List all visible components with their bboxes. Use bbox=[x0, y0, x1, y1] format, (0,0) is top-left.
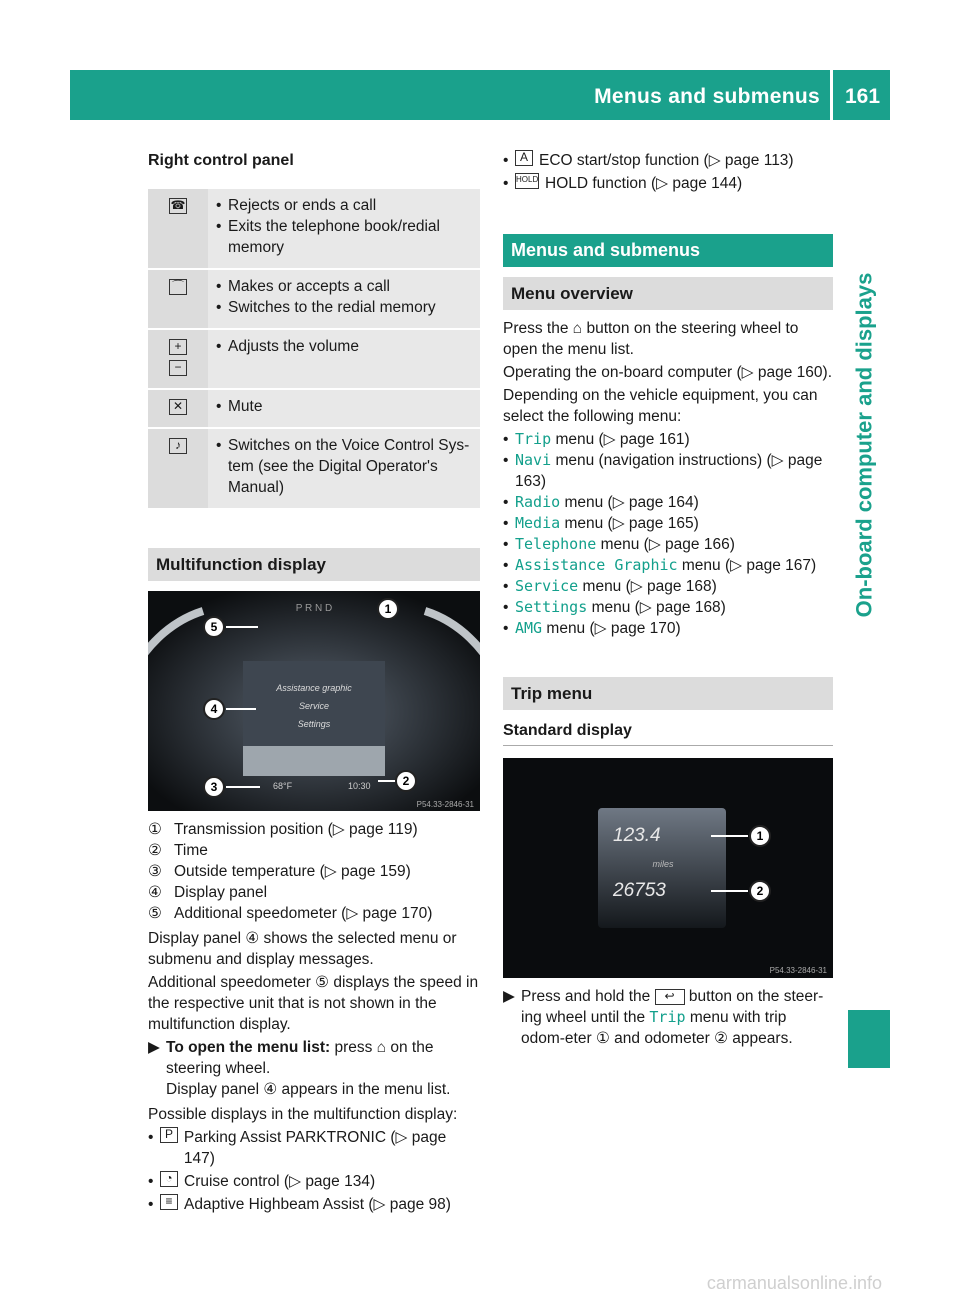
accept-call-icon: ⌒ bbox=[148, 270, 208, 328]
left-column: Right control panel ☎ • Rejects or ends a call • Exits the telephone book/redial memory ⌒ • Makes or accepts a call • Switches to the redial memory + − • Adjusts the volume ✕ • Mute ♪ • Switches on the Voice Control Sys-tem (see the Digital Operator's Manual) Multifunction display Assistance graphic Service Settings P R N D 68°F 10:30 P54.33-2846-31 1 2 3 4 5 ① Transmission position (▷ page 119) ② Time ③ Outside temperature (▷ page 159) ④ Display panel ⑤ Additional speedometer (▷ page 170) Display panel ④ shows the selected menu or submenu and display messages. Additional speedometer ⑤ displays the speed in the respective unit that is not shown in the multifunction display. ▶ To open the menu list: press ⌂ on the steering wheel. Display panel ④ appears in the menu list. Possible displays in the multifunction display: • P Parking Assist PARKTRONIC (▷ page 147) • ◔ Cruise control (▷ page 134) • ≡ Adaptive Highbeam Assist (▷ page 98) bbox=[148, 150, 480, 1215]
table-row: ♪ • Switches on the Voice Control Sys-tem (see the Digital Operator's Manual) bbox=[148, 429, 480, 508]
trip-odometer-value: 123.4 bbox=[613, 825, 661, 846]
legend-number: ④ bbox=[148, 884, 162, 901]
menu-assistance: Assistance graphic bbox=[276, 683, 352, 693]
list-item: • Assistance Graphic menu (▷ page 167) bbox=[503, 556, 817, 574]
end-call-icon: ☎ bbox=[148, 189, 208, 268]
paragraph-operating: Operating the on-board computer (▷ page 160). bbox=[503, 364, 833, 381]
gear-indicator: P R N D bbox=[295, 603, 333, 614]
odometer-value: 26753 bbox=[613, 880, 666, 901]
controls-table bbox=[148, 187, 480, 510]
step-text: button on the steer-ing wheel until the bbox=[521, 988, 824, 1026]
highbeam-icon: ≡ bbox=[160, 1194, 178, 1210]
step-text-2: Display panel ④ appears in the menu list. bbox=[166, 1081, 451, 1098]
right-control-panel-heading: Right control panel bbox=[148, 152, 294, 169]
legend-text: Time bbox=[174, 842, 208, 859]
callout-5: 5 bbox=[203, 616, 225, 638]
list-item: • Navi menu (navigation instructions) (▷ page 163) bbox=[503, 451, 823, 490]
voice-control-icon: ♪ bbox=[148, 429, 208, 508]
subsection-heading: Menu overview bbox=[503, 277, 833, 310]
callout-1: 1 bbox=[749, 825, 771, 847]
list-item: Switches to the redial memory bbox=[228, 299, 436, 316]
header-separator bbox=[830, 70, 833, 120]
trip-menu-name: Trip bbox=[649, 1008, 686, 1026]
multifunction-display-photo bbox=[148, 591, 480, 811]
list-item: Mute bbox=[228, 398, 263, 415]
watermark: carmanualsonline.info bbox=[706, 1273, 882, 1293]
list-item: ECO start/stop function (▷ page 113) bbox=[539, 152, 794, 169]
paragraph-press: Press the ⌂ button on the steering wheel to open the menu list. bbox=[503, 320, 799, 358]
right-column: • A ECO start/stop function (▷ page 113) • HOLD HOLD function (▷ page 144) Menus and submenus Menu overview Press the ⌂ button on the steering wheel to open the menu list. Operating the on-board computer (▷ page 160). Depending on the vehicle equipment, you can select the following menu: • Trip menu (▷ page 161) • Navi menu (navigation instructions) (▷ page 163) • Radio menu (▷ page 164) • Media menu (▷ page 165) • Telephone menu (▷ page 166) • Assistance Graphic menu (▷ page 167) • Service menu (▷ page 168) • Settings menu (▷ page 168) • AMG menu (▷ page 170) Trip menu Standard display 123.4 miles 26753 P54.33-2846-31 1 2 ▶ Press and hold the ↩ button on the steer-ing wheel until the Trip menu with trip odom-eter ① and odometer ② appears. bbox=[503, 150, 833, 1047]
menu-list bbox=[503, 429, 833, 639]
callout-4: 4 bbox=[203, 698, 225, 720]
standard-display-heading: Standard display bbox=[503, 720, 833, 746]
arrow-icon: ▶ bbox=[148, 1039, 160, 1056]
step-text: menu with trip odom-eter ① and odometer ② appears. bbox=[521, 1009, 793, 1047]
list-item: Rejects or ends a call bbox=[228, 197, 377, 214]
section-heading: Menus and submenus bbox=[503, 234, 833, 267]
step-text: Press and hold the bbox=[521, 988, 651, 1005]
trip-illustration bbox=[503, 758, 833, 978]
cruise-control-icon: ◔ bbox=[160, 1171, 178, 1187]
list-item: Parking Assist PARKTRONIC (▷ page 147) bbox=[183, 1129, 447, 1167]
instruction-step bbox=[503, 986, 833, 1049]
menu-service: Service bbox=[298, 701, 330, 711]
mute-icon: ✕ bbox=[148, 390, 208, 427]
callout-2: 2 bbox=[749, 880, 771, 902]
unit-label: miles bbox=[652, 859, 674, 869]
table-row: ⌒ • Makes or accepts a call • Switches to the redial memory bbox=[148, 270, 480, 328]
table-row: + − • Adjusts the volume bbox=[148, 330, 480, 388]
paragraph-display-panel: Display panel ④ shows the selected menu or submenu and display messages. bbox=[148, 930, 457, 968]
outside-temp-readout: 68°F bbox=[273, 781, 293, 791]
list-item: • Settings menu (▷ page 168) bbox=[503, 598, 726, 616]
image-legend bbox=[148, 819, 480, 924]
legend-number: ② bbox=[148, 842, 162, 859]
instruction-step bbox=[148, 1037, 480, 1100]
list-item: • Radio menu (▷ page 164) bbox=[503, 493, 699, 511]
list-item: • Trip menu (▷ page 161) bbox=[503, 430, 690, 448]
list-item: Makes or accepts a call bbox=[228, 278, 390, 295]
menu-settings: Settings bbox=[297, 719, 331, 729]
paragraph-depending: Depending on the vehicle equipment, you can select the following menu: bbox=[503, 387, 818, 425]
eco-icon: A bbox=[515, 150, 533, 166]
list-item: • AMG menu (▷ page 170) bbox=[503, 619, 681, 637]
list-item: Cruise control (▷ page 134) bbox=[184, 1173, 376, 1190]
trip-menu-heading: Trip menu bbox=[503, 677, 833, 710]
step-label: To open the menu list: bbox=[166, 1039, 331, 1056]
list-item: Adjusts the volume bbox=[228, 338, 359, 355]
back-button-icon: ↩ bbox=[655, 989, 685, 1005]
hold-icon: HOLD bbox=[515, 173, 539, 189]
legend-number: ① bbox=[148, 821, 162, 838]
legend-text: Outside temperature (▷ page 159) bbox=[174, 863, 411, 880]
mfd-heading: Multifunction display bbox=[148, 548, 480, 581]
callout-3: 3 bbox=[203, 776, 225, 798]
legend-text: Display panel bbox=[174, 884, 268, 901]
image-code: P54.33-2846-31 bbox=[416, 800, 474, 809]
time-readout: 10:30 bbox=[348, 781, 371, 791]
list-item: • Service menu (▷ page 168) bbox=[503, 577, 717, 595]
image-code: P54.33-2846-31 bbox=[769, 966, 827, 975]
legend-number: ③ bbox=[148, 863, 162, 880]
callout-2: 2 bbox=[395, 770, 417, 792]
step-text: press ⌂ on the steering wheel. bbox=[166, 1039, 434, 1077]
legend-number: ⑤ bbox=[148, 905, 162, 922]
page-number: 161 bbox=[845, 85, 881, 108]
legend-text: Transmission position (▷ page 119) bbox=[174, 821, 418, 838]
list-item: • Media menu (▷ page 165) bbox=[503, 514, 699, 532]
paragraph-possible: Possible displays in the multifunction display: bbox=[148, 1106, 458, 1123]
list-item: • Telephone menu (▷ page 166) bbox=[503, 535, 735, 553]
arrow-icon: ▶ bbox=[503, 988, 515, 1005]
list-item: Adaptive Highbeam Assist (▷ page 98) bbox=[184, 1196, 451, 1213]
list-item: HOLD function (▷ page 144) bbox=[545, 175, 743, 192]
parktronic-icon: P bbox=[160, 1127, 178, 1143]
table-row: ☎ • Rejects or ends a call • Exits the telephone book/redial memory bbox=[148, 189, 480, 268]
list-item: Exits the telephone book/redial memory bbox=[228, 218, 440, 256]
side-tab-label: On-board computer and displays bbox=[851, 272, 877, 618]
table-row: ✕ • Mute bbox=[148, 390, 480, 427]
callout-1: 1 bbox=[377, 598, 399, 620]
paragraph-speedometer: Additional speedometer ⑤ displays the speed in the respective unit that is not shown in the multifunction display. bbox=[148, 974, 479, 1033]
legend-text: Additional speedometer (▷ page 170) bbox=[174, 905, 433, 922]
page-title: Menus and submenus bbox=[594, 85, 820, 108]
cluster-illustration bbox=[148, 591, 480, 811]
list-item: Switches on the Voice Control Sys-tem (see the Digital Operator's Manual) bbox=[228, 437, 470, 496]
volume-icon: + − bbox=[148, 330, 208, 388]
trip-display-photo bbox=[503, 758, 833, 978]
side-tab-block bbox=[848, 1010, 890, 1068]
